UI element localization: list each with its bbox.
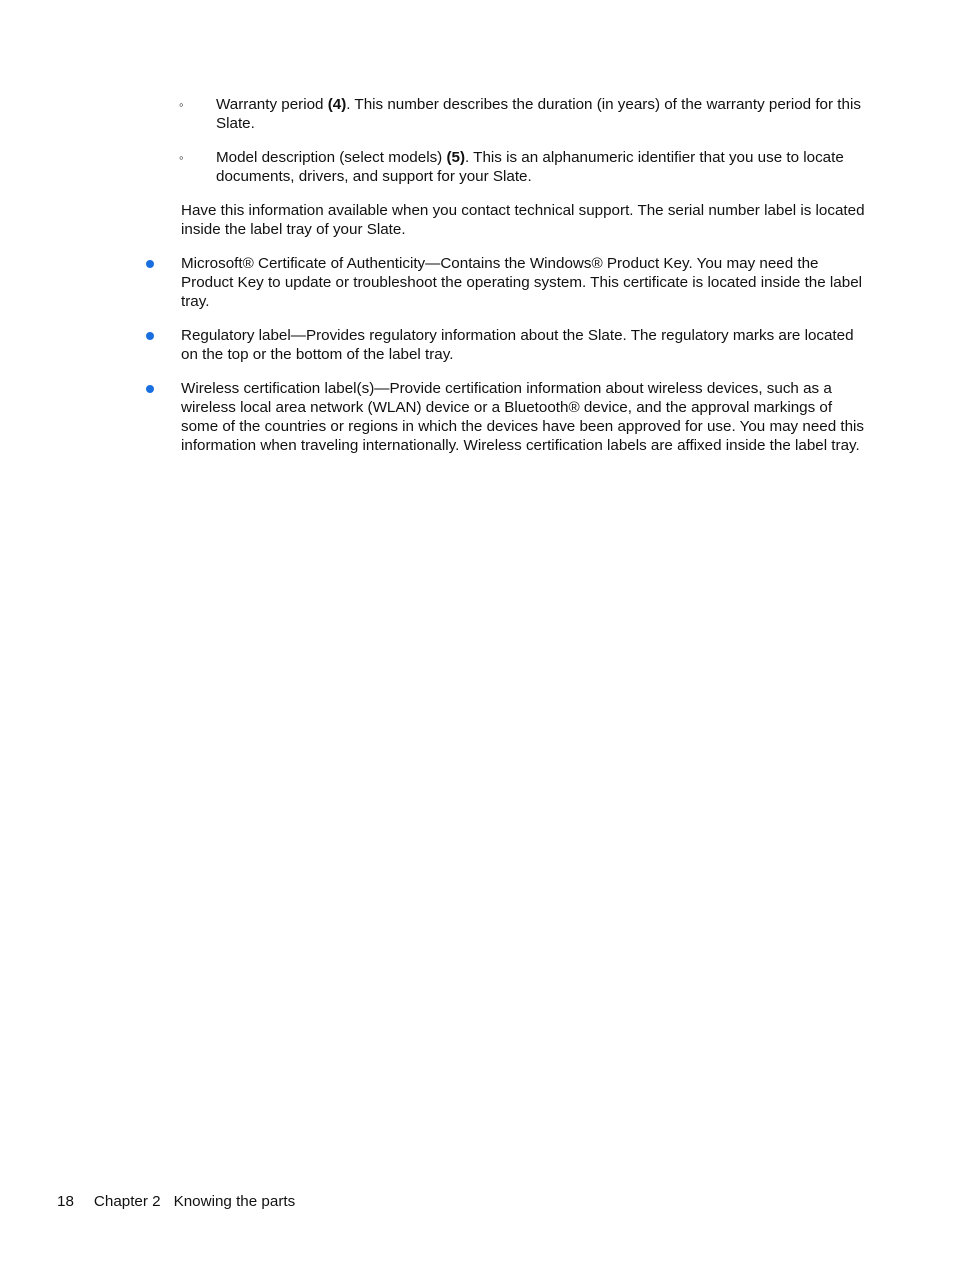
bullet-dot-icon — [146, 332, 154, 340]
page-number: 18 — [57, 1193, 74, 1210]
page-footer — [57, 1192, 295, 1211]
sub-item-text-post: . This number describes the duration (in years) of the warranty period for this Slate. — [216, 96, 861, 133]
callout-number: (5) — [446, 149, 466, 166]
body-paragraph: Have this information available when you contact technical support. The serial number label is located inside the label tray of your Slate. — [181, 202, 865, 239]
footer-chapter: Chapter 2 — [93, 1193, 161, 1210]
sub-bullet-marker: ◦ — [179, 97, 184, 112]
sub-item-warranty-period — [216, 95, 866, 133]
bullet-dot-icon — [146, 385, 154, 393]
sub-bullet-marker: ◦ — [179, 150, 184, 165]
bullet-dot-icon — [146, 260, 154, 268]
bullet-item-certificate-of-authenticity: Microsoft® Certificate of Authenticity—Contains the Windows® Product Key. You may need the Product Key to update or troubleshoot the operating system. This certificate is located inside the label tray. — [181, 255, 863, 311]
sub-item-model-description — [216, 148, 866, 186]
bullet-item-wireless-certification: Wireless certification label(s)—Provide certification information about wireless devices, such as a wireless local area network (WLAN) device or a Bluetooth® device, and the approval markings of some of the countries or regions in which the devices have been approved for use. You may need this information when traveling internationally. Wireless certification labels are affixed inside the label tray. — [181, 380, 865, 455]
sub-item-text-pre: Warranty period — [216, 96, 328, 113]
sub-item-text-post: . This is an alphanumeric identifier that you use to locate documents, drivers, and support for your Slate. — [216, 149, 844, 186]
sub-item-text-pre: Model description (select models) — [216, 149, 447, 166]
callout-number: (4) — [327, 96, 347, 113]
footer-chapter-title: Knowing the parts — [173, 1193, 296, 1210]
bullet-item-regulatory-label: Regulatory label—Provides regulatory information about the Slate. The regulatory marks are located on the top or the bottom of the label tray. — [181, 327, 854, 364]
